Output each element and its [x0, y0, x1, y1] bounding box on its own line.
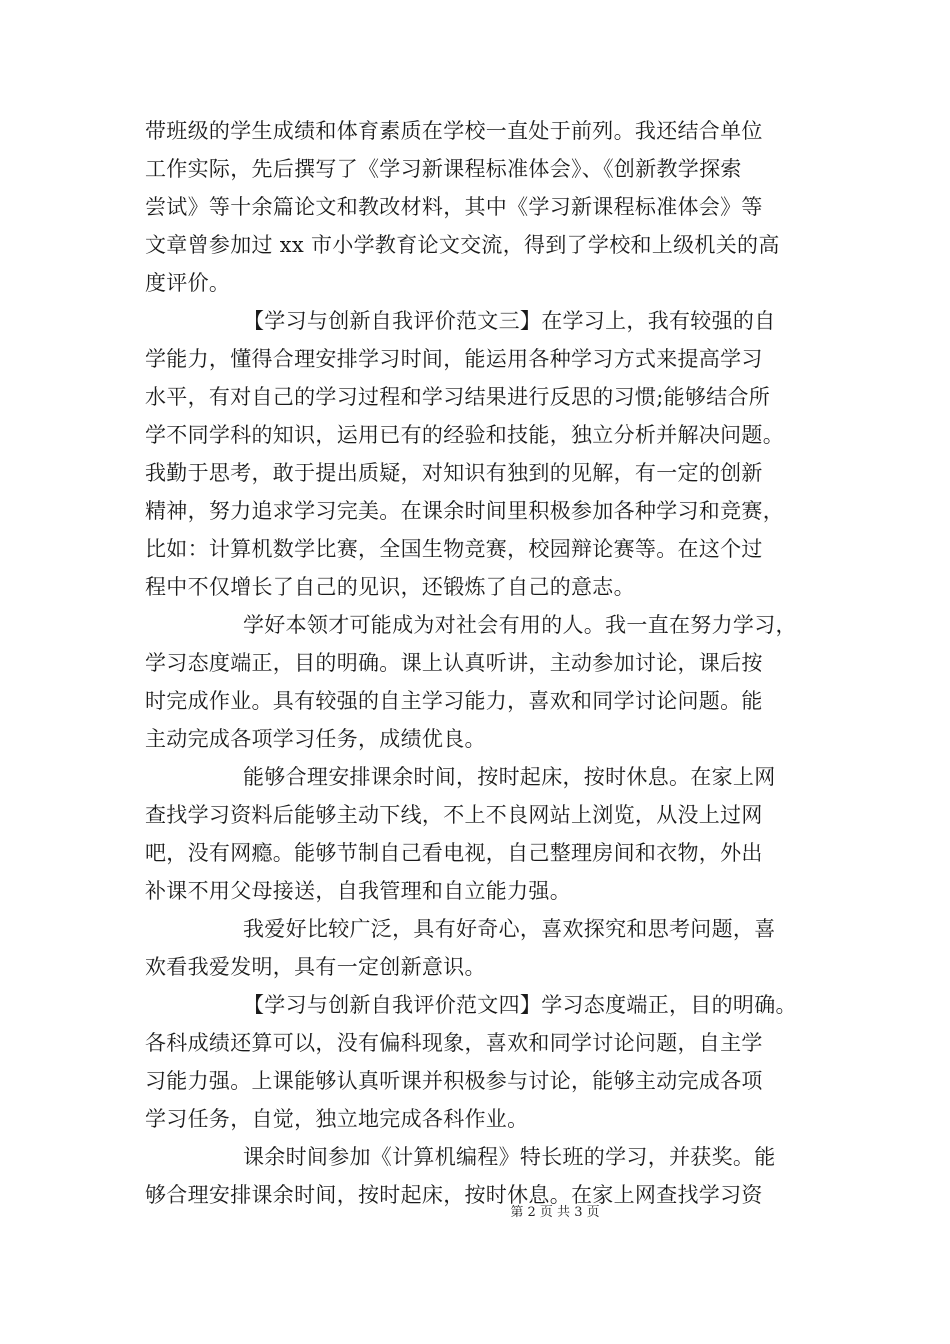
text-line: 文章曾参加过 xx 市小学教育论文交流，得到了学校和上级机关的高 — [145, 233, 780, 257]
text-line: 查找学习资料后能够主动下线，不上不良网站上浏览，从没上过网 — [145, 803, 763, 827]
text-line: 学不同学科的知识，运用已有的经验和技能，独立分析并解决问题。 — [145, 423, 784, 447]
text-line: 精神，努力追求学习完美。在课余时间里积极参加各种学习和竞赛， — [145, 499, 784, 523]
text-line: 工作实际，先后撰写了《学习新课程标准体会》、《创新教学探索 — [145, 157, 742, 181]
text-line: 够合理安排课余时间，按时起床，按时休息。在家上网查找学习资 — [145, 1183, 763, 1207]
text-line: 程中不仅增长了自己的见识，还锻炼了自己的意志。 — [145, 575, 635, 599]
text-line: 各科成绩还算可以，没有偏科现象，喜欢和同学讨论问题，自主学 — [145, 1031, 763, 1055]
text-line: 学习任务，自觉，独立地完成各科作业。 — [145, 1107, 529, 1131]
text-line: 尝试》等十余篇论文和教改材料，其中《学习新课程标准体会》等 — [145, 195, 763, 219]
paragraph-first-line: 能够合理安排课余时间，按时起床，按时休息。在家上网 — [243, 765, 776, 789]
text-line: 时完成作业。具有较强的自主学习能力，喜欢和同学讨论问题。能 — [145, 689, 763, 713]
document-body — [145, 112, 830, 1214]
text-line: 欢看我爱发明，具有一定创新意识。 — [145, 955, 486, 979]
paragraph-first-line: 学好本领才可能成为对社会有用的人。我一直在努力学习， — [243, 613, 797, 637]
page-number-footer: 第 2 页 共 3 页 — [510, 1205, 600, 1220]
paragraph-first-line: 课余时间参加《计算机编程》特长班的学习，并获奖。能 — [243, 1145, 776, 1169]
text-line: 学习态度端正，目的明确。课上认真听讲，主动参加讨论，课后按 — [145, 651, 763, 675]
text-line: 水平，有对自己的学习过程和学习结果进行反思的习惯;能够结合所 — [145, 385, 771, 409]
paragraph-first-line: 【学习与创新自我评价范文三】在学习上，我有较强的自 — [243, 309, 776, 333]
paragraph-first-line: 【学习与创新自我评价范文四】学习态度端正，目的明确。 — [243, 993, 797, 1017]
text-line: 习能力强。上课能够认真听课并积极参与讨论，能够主动完成各项 — [145, 1069, 763, 1093]
text-line: 吧，没有网瘾。能够节制自己看电视，自己整理房间和衣物，外出 — [145, 841, 763, 865]
text-line: 比如：计算机数学比赛，全国生物竞赛，校园辩论赛等。在这个过 — [145, 537, 763, 561]
text-line: 主动完成各项学习任务，成绩优良。 — [145, 727, 486, 751]
text-line: 学能力，懂得合理安排学习时间，能运用各种学习方式来提高学习 — [145, 347, 763, 371]
paragraph-first-line: 我爱好比较广泛，具有好奇心，喜欢探究和思考问题，喜 — [243, 917, 776, 941]
text-line: 我勤于思考，敢于提出质疑，对知识有独到的见解，有一定的创新 — [145, 461, 763, 485]
text-line: 带班级的学生成绩和体育素质在学校一直处于前列。我还结合单位 — [145, 119, 763, 143]
text-line: 补课不用父母接送，自我管理和自立能力强。 — [145, 879, 571, 903]
text-line: 度评价。 — [145, 271, 231, 295]
